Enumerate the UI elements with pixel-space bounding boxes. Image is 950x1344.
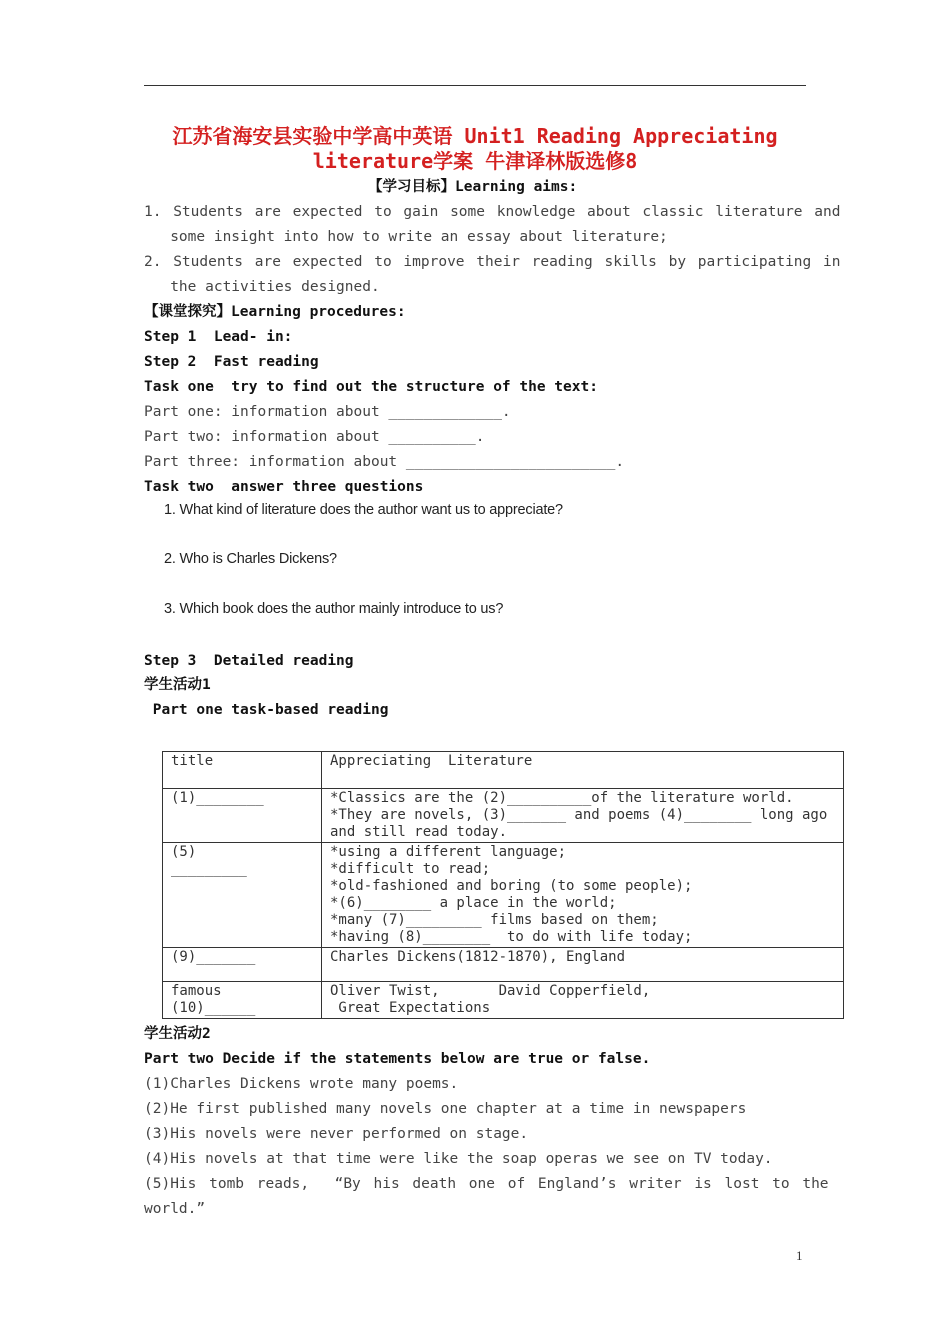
table-cell-label: (5) _________ [163,843,322,948]
table-cell-label: famous (10)______ [163,982,322,1019]
table-row [163,843,844,948]
part-two-blank: Part two: information about __________. [144,429,485,445]
reading-table [162,751,844,1019]
table-row [163,789,844,843]
statement-5-line2: world.” [144,1201,206,1217]
step3-label: Step 3 Detailed reading [144,653,354,669]
statement-1: (1)Charles Dickens wrote many poems. [144,1076,459,1092]
step1-label: Step 1 Lead- in: [144,329,293,345]
table-cell-content: Oliver Twist, David Copperfield, Great Expectations [322,982,844,1019]
table-cell-label: (9)_______ [163,948,322,982]
table-cell-label: title [163,752,322,789]
aims-item1-line2: some insight into how to write an essay about literature; [144,229,668,245]
table-row [163,752,844,789]
task-one-label: Task one try to find out the structure of the text: [144,379,598,395]
part-two-heading: Part two Decide if the statements below are true or false. [144,1051,651,1067]
aims-item1-line1: 1. Students are expected to gain some knowledge about classic literature and [144,204,841,220]
table-cell-content: *Classics are the (2)__________of the literature world. *They are novels, (3)_______ and poems (4)________ long ago and still read today. [322,789,844,843]
document-title-line1: 江苏省海安县实验中学高中英语 Unit1 Reading Appreciating [172,124,778,148]
table-cell-content: *using a different language; *difficult to read; *old-fashioned and boring (to some people); *(6)________ a place in the world; *many (7)_________ films based on them; *having (8)________ to do with life today; [322,843,844,948]
statement-5-line1: (5)His tomb reads, “By his death one of England’s writer is lost to the [144,1176,829,1192]
statement-4: (4)His novels at that time were like the soap operas we see on TV today. [144,1151,773,1167]
statement-3: (3)His novels were never performed on stage. [144,1126,529,1142]
procedures-heading: 【课堂探究】Learning procedures: [144,304,406,320]
statement-2: (2)He first published many novels one chapter at a time in newspapers [144,1101,747,1117]
aims-item2-line1: 2. Students are expected to improve their reading skills by participating in [144,254,841,270]
question-1: 1. What kind of literature does the author want us to appreciate? [164,502,563,518]
table-cell-content: Charles Dickens(1812-1870), England [322,948,844,982]
table-row [163,948,844,982]
aims-heading: 【学习目标】Learning aims: [368,179,578,195]
part-one-blank: Part one: information about _____________. [144,404,511,420]
part-three-blank: Part three: information about ________________________. [144,454,625,470]
document-title-line2: literature学案 牛津译林版选修8 [312,149,638,173]
question-3: 3. Which book does the author mainly introduce to us? [164,601,504,617]
part-one-task-label: Part one task-based reading [144,702,389,718]
header-rule [144,85,806,86]
table-cell-label: (1)________ [163,789,322,843]
activity1-label: 学生活动1 [144,677,211,693]
table-row [163,982,844,1019]
aims-item2-line2: the activities designed. [144,279,380,295]
step2-label: Step 2 Fast reading [144,354,319,370]
table-cell-content: Appreciating Literature [322,752,844,789]
question-2: 2. Who is Charles Dickens? [164,551,337,567]
activity2-label: 学生活动2 [144,1026,211,1042]
task-two-label: Task two answer three questions [144,479,424,495]
page-number: 1 [796,1248,803,1263]
